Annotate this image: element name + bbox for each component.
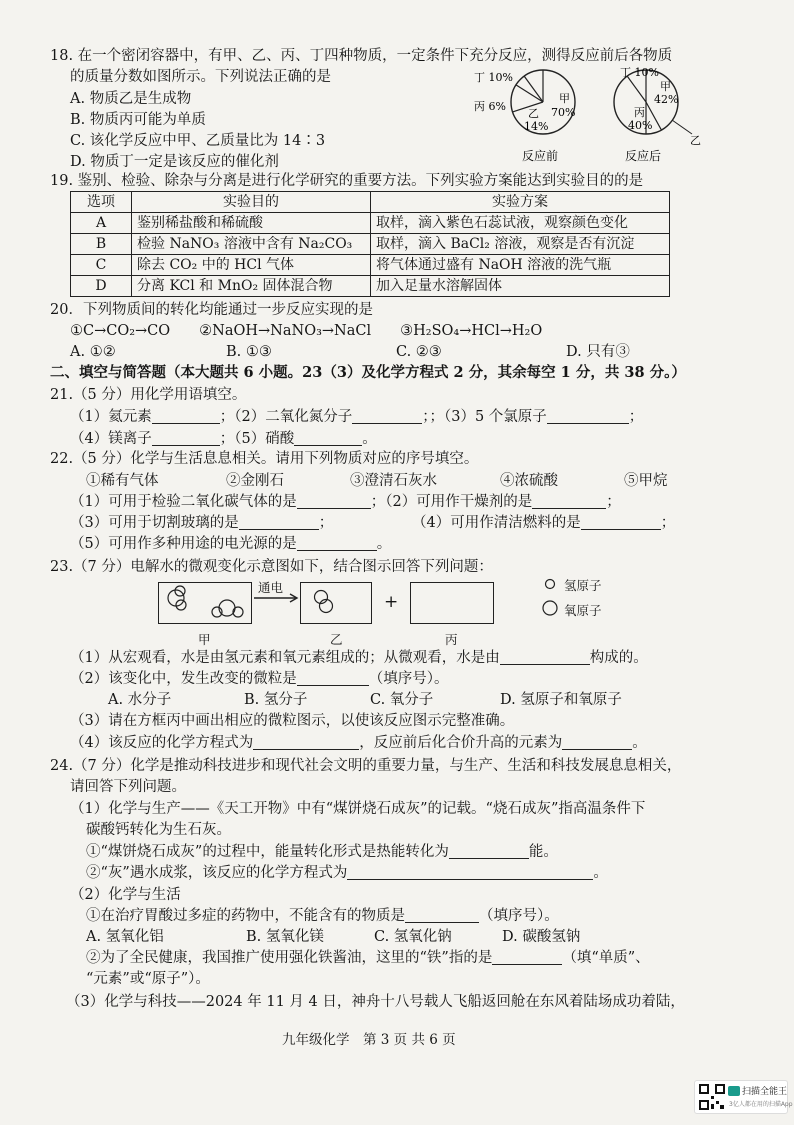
q21-blank5[interactable] xyxy=(294,430,362,446)
q21-part3-label: ；（3）5 个氯原子 xyxy=(429,409,547,425)
pie-before xyxy=(474,70,575,163)
table-cell: C xyxy=(71,255,132,276)
q24-stem-line1: 24.（7 分）化学是推动科技进步和现代社会文明的重要力量，与生产、生活和科技发展息息相关， xyxy=(50,758,682,774)
q21-part1-label: （1）氦元素 xyxy=(70,409,152,425)
q24-blank1[interactable] xyxy=(449,843,529,859)
q23-option-c: C. 氧分子 xyxy=(370,692,434,708)
pie-before-slice-boundary-丙 xyxy=(516,85,543,102)
q18-option-a: A. 物质乙是生成物 xyxy=(70,91,192,107)
q23-part1 xyxy=(70,648,648,668)
q24-s2-q2-line2: “元素”或“原子”）。 xyxy=(86,971,210,987)
q24-s1-q2 xyxy=(86,863,608,883)
q24-stem-line2: 请回答下列问题。 xyxy=(70,779,186,795)
pie-after-label-jia: 甲 xyxy=(660,80,671,93)
q23-part2-tail: （填序号）。 xyxy=(368,671,449,687)
q23-part1-text: （1）从宏观看，水是由氢元素和氧元素组成的；从微观看，水是由 xyxy=(70,650,500,666)
q18-option-c: C. 该化学反应中甲、乙质量比为 14∶3 xyxy=(70,133,326,149)
q22-line2 xyxy=(70,513,333,533)
pie-after xyxy=(614,66,701,163)
q22-stem: 22.（5 分）化学与生活息息相关。请用下列物质对应的序号填空。 xyxy=(50,451,479,467)
pie-before-caption: 反应前 xyxy=(522,149,559,163)
table-cell: 检验 NaNO₃ 溶液中含有 Na₂CO₃ xyxy=(132,234,371,255)
q22-blank2[interactable] xyxy=(532,493,606,509)
q24-option-d: D. 碳酸氢钠 xyxy=(502,929,581,945)
q21-part5-label: ；（5）硝酸 xyxy=(219,431,295,447)
q24-s2-q1-text: ①在治疗胃酸过多症的药物中，不能含有的物质是 xyxy=(86,908,405,924)
q18-stem-line2: 的质量分数如图所示。下列说法正确的是 xyxy=(70,69,331,85)
q23-part2 xyxy=(70,669,448,689)
pie-after-label-bing-pct: 40% xyxy=(628,119,653,132)
q22-part3-label: （3）可用于切割玻璃的是 xyxy=(70,515,239,531)
q20-option-c: C. ②③ xyxy=(396,344,442,360)
q21-part2-label: ；（2）二氧化氮分子 xyxy=(219,409,353,425)
pie-before-label-jia: 甲 xyxy=(559,92,570,105)
q24-s2-q1-tail: （填序号）。 xyxy=(479,908,559,924)
legend-hydrogen: 氢原子 xyxy=(564,578,602,593)
q23-option-b: B. 氢分子 xyxy=(244,692,308,708)
table-row xyxy=(71,255,670,276)
table-row xyxy=(71,213,670,234)
pie-after-label-bing: 丙 xyxy=(634,106,645,119)
pie-charts xyxy=(470,60,710,166)
q21-line2 xyxy=(70,429,377,449)
pie-before-label-ding: 丁 10% xyxy=(474,71,513,84)
q22-part5-label: （5）可用作多种用途的电光源的是 xyxy=(70,536,297,552)
table-header-cell: 实验方案 xyxy=(371,192,670,213)
box-bing-drawing-area[interactable] xyxy=(410,582,494,624)
table-header-row xyxy=(71,192,670,213)
q24-s2-q2 xyxy=(86,948,650,968)
scanner-name: 扫描全能王 xyxy=(742,1087,788,1097)
q24-s1-line2: 碳酸钙转化为生石灰。 xyxy=(86,822,231,838)
q24-period: 。 xyxy=(593,865,608,881)
q22-opt2: ②金刚石 xyxy=(226,473,284,489)
q24-option-a: A. 氢氧化铝 xyxy=(86,929,164,945)
table-header-cell: 选项 xyxy=(71,192,132,213)
q21-stem: 21.（5 分）用化学用语填空。 xyxy=(50,387,247,403)
table-header-cell: 实验目的 xyxy=(132,192,371,213)
pie-before-label-jia-pct: 70% xyxy=(551,106,576,119)
q21-period: 。 xyxy=(362,431,377,447)
scanner-watermark xyxy=(694,1080,793,1114)
q18-stem-line1: 18. 在一个密闭容器中，有甲、乙、丙、丁四种物质，一定条件下充分反应，测得反应前后各物质 xyxy=(50,48,673,64)
q23-part4-text: （4）该反应的化学方程式为 xyxy=(70,735,254,751)
q21-blank4[interactable] xyxy=(152,430,220,446)
right-arrow-icon xyxy=(252,592,300,604)
table-cell: 取样，滴入 BaCl₂ 溶液，观察是否有沉淀 xyxy=(371,234,670,255)
q23-blank1[interactable] xyxy=(500,649,590,665)
q22-semicolon: ； xyxy=(660,515,676,531)
q22-line2b xyxy=(412,513,675,533)
q24-s2-q1 xyxy=(86,906,559,926)
q23-part2-text: （2）该变化中，发生改变的微粒是 xyxy=(70,671,297,687)
table-cell: A xyxy=(71,213,132,234)
q24-blank2[interactable] xyxy=(347,864,593,880)
q19-stem: 19. 鉴别、检验、除杂与分离是进行化学研究的重要方法。下列实验方案能达到实验目的的是 xyxy=(50,173,644,189)
q23-stem: 23.（7 分）电解水的微观变化示意图如下，结合图示回答下列问题： xyxy=(50,559,493,575)
q23-blank2[interactable] xyxy=(297,670,369,686)
q21-semicolon: ； xyxy=(628,409,644,425)
q22-blank3[interactable] xyxy=(239,514,319,530)
q24-s1-line1: （1）化学与生产——《天工开物》中有“煤饼烧石成灰”的记载。“烧石成灰”指高温条件下 xyxy=(70,801,646,817)
q22-line3 xyxy=(70,534,391,554)
q18-option-d: D. 物质丁一定是该反应的催化剂 xyxy=(70,154,279,170)
q23-part3: （3）请在方框丙中画出相应的微粒图示，以使该反应图示完整准确。 xyxy=(70,713,515,729)
table-cell: 分离 KCl 和 MnO₂ 固体混合物 xyxy=(132,276,371,297)
pie-before-slice-boundary-丁 xyxy=(524,76,543,102)
page-footer: 九年级化学 第 3 页 共 6 页 xyxy=(282,1032,456,1048)
q24-s1-q1-text: ①“煤饼烧石成灰”的过程中，能量转化形式是热能转化为 xyxy=(86,844,449,860)
table-row xyxy=(71,234,670,255)
q21-blank1[interactable] xyxy=(152,408,220,424)
q22-blank1[interactable] xyxy=(297,493,371,509)
label-yi: 乙 xyxy=(330,632,343,647)
q22-line1 xyxy=(70,492,621,512)
q22-semicolon: ； xyxy=(606,494,621,510)
q22-part2-label: ；（2）可用作干燥剂的是 xyxy=(370,494,533,510)
scanner-sub: 3亿人都在用的扫描App xyxy=(729,1101,793,1108)
q22-opt1: ①稀有气体 xyxy=(86,473,159,489)
q23-blank4a[interactable] xyxy=(253,734,359,750)
table-cell: B xyxy=(71,234,132,255)
q19-table xyxy=(70,191,670,297)
box-jia xyxy=(158,582,252,624)
hydrogen-atom-icon xyxy=(542,576,558,592)
table-row xyxy=(71,276,670,297)
q23-period: 。 xyxy=(632,735,647,751)
q21-blank3[interactable] xyxy=(547,408,629,424)
label-jia: 甲 xyxy=(198,632,211,647)
q24-s2-q2-text: ②为了全民健康，我国推广使用强化铁酱油，这里的“铁”指的是 xyxy=(86,950,493,966)
table-cell: 将气体通过盛有 NaOH 溶液的洗气瓶 xyxy=(371,255,670,276)
pie-after-slice-boundary-丁 xyxy=(627,76,646,102)
pie-before-label-yi-pct: 14% xyxy=(524,120,549,133)
pie-after-label-jia-pct: 42% xyxy=(654,93,679,106)
q20-items: ①C→CO₂→CO ②NaOH→NaNO₃→NaCl ③H₂SO₄→HCl→H₂O xyxy=(70,323,543,339)
q24-s1-q1 xyxy=(86,842,558,862)
q22-blank4[interactable] xyxy=(581,514,661,530)
table-cell: D xyxy=(71,276,132,297)
box-yi xyxy=(300,582,372,624)
q24-blank3[interactable] xyxy=(405,907,479,923)
table-cell: 加入足量水溶解固体 xyxy=(371,276,670,297)
q23-option-d: D. 氢原子和氧原子 xyxy=(500,692,622,708)
q24-s2-heading: （2）化学与生活 xyxy=(70,887,181,903)
water-molecules-icon xyxy=(159,583,251,623)
q24-s1-q1-tail: 能。 xyxy=(528,844,558,860)
legend-oxygen: 氧原子 xyxy=(564,603,602,618)
pie-after-yi-leader xyxy=(672,120,692,134)
q18-option-b: B. 物质丙可能为单质 xyxy=(70,112,206,128)
q22-period: 。 xyxy=(376,536,392,552)
q21-part4-label: （4）镁离子 xyxy=(70,431,152,447)
pie-after-caption: 反应后 xyxy=(625,149,662,163)
cs-logo-icon xyxy=(728,1086,740,1096)
q20-stem: 20．下列物质间的转化均能通过一步反应实现的是 xyxy=(50,302,373,318)
q20-option-d: D. 只有③ xyxy=(566,344,630,360)
q21-line1 xyxy=(70,407,643,427)
q20-option-a: A. ①② xyxy=(70,344,116,360)
q24-option-b: B. 氢氧化镁 xyxy=(246,929,324,945)
q24-s3: （3）化学与科技——2024 年 11 月 4 日，神舟十八号载人飞船返回舱在东风着陆场成功着陆， xyxy=(66,994,685,1010)
pie-after-label-yi: 乙 xyxy=(690,134,701,147)
q22-blank5[interactable] xyxy=(297,535,377,551)
table-cell: 取样，滴入紫色石蕊试液，观察颜色变化 xyxy=(371,213,670,234)
section2-heading: 二、填空与简答题（本大题共 6 小题。23（3）及化学方程式 2 分，其余每空 1 分，共 38 分。） xyxy=(50,364,686,381)
q20-option-b: B. ①③ xyxy=(226,344,272,360)
q23-blank4b[interactable] xyxy=(562,734,632,750)
q22-semicolon: ； xyxy=(318,515,334,531)
q23-option-a: A. 水分子 xyxy=(108,692,172,708)
q22-opt3: ③澄清石灰水 xyxy=(350,473,437,489)
q24-s2-q2-tail: （填“单质”、 xyxy=(562,950,650,966)
q24-option-c: C. 氢氧化钠 xyxy=(374,929,452,945)
table-cell: 除去 CO₂ 中的 HCl 气体 xyxy=(132,255,371,276)
pie-before-label-bing: 丙 6% xyxy=(474,100,506,113)
arrow-label: 通电 xyxy=(258,580,284,595)
oxygen-atom-icon xyxy=(541,599,559,617)
q24-s1-q2-text: ②“灰”遇水成浆，该反应的化学方程式为 xyxy=(86,865,348,881)
pie-before-label-yi: 乙 xyxy=(528,107,539,120)
q22-part1-label: （1）可用于检验二氧化碳气体的是 xyxy=(70,494,297,510)
table-cell: 鉴别稀盐酸和稀硫酸 xyxy=(132,213,371,234)
q23-part4 xyxy=(70,733,647,753)
pie-after-label-ding: 丁 10% xyxy=(620,66,659,79)
hydrogen-molecule-icon xyxy=(301,583,371,623)
q22-part4-label: （4）可用作清洁燃料的是 xyxy=(412,515,581,531)
q21-blank2[interactable] xyxy=(352,408,422,424)
q22-opt5: ⑤甲烷 xyxy=(624,473,668,489)
q23-part4-mid: ，反应前后化合价升高的元素为 xyxy=(359,735,563,751)
qr-code-icon xyxy=(699,1084,725,1110)
q22-opt4: ④浓硫酸 xyxy=(500,473,558,489)
q23-part1-tail: 构成的。 xyxy=(589,650,648,666)
q21-semicolon: ； xyxy=(422,409,430,425)
q24-blank4[interactable] xyxy=(492,949,562,965)
label-bing: 丙 xyxy=(445,632,458,647)
plus-sign: + xyxy=(384,592,399,612)
